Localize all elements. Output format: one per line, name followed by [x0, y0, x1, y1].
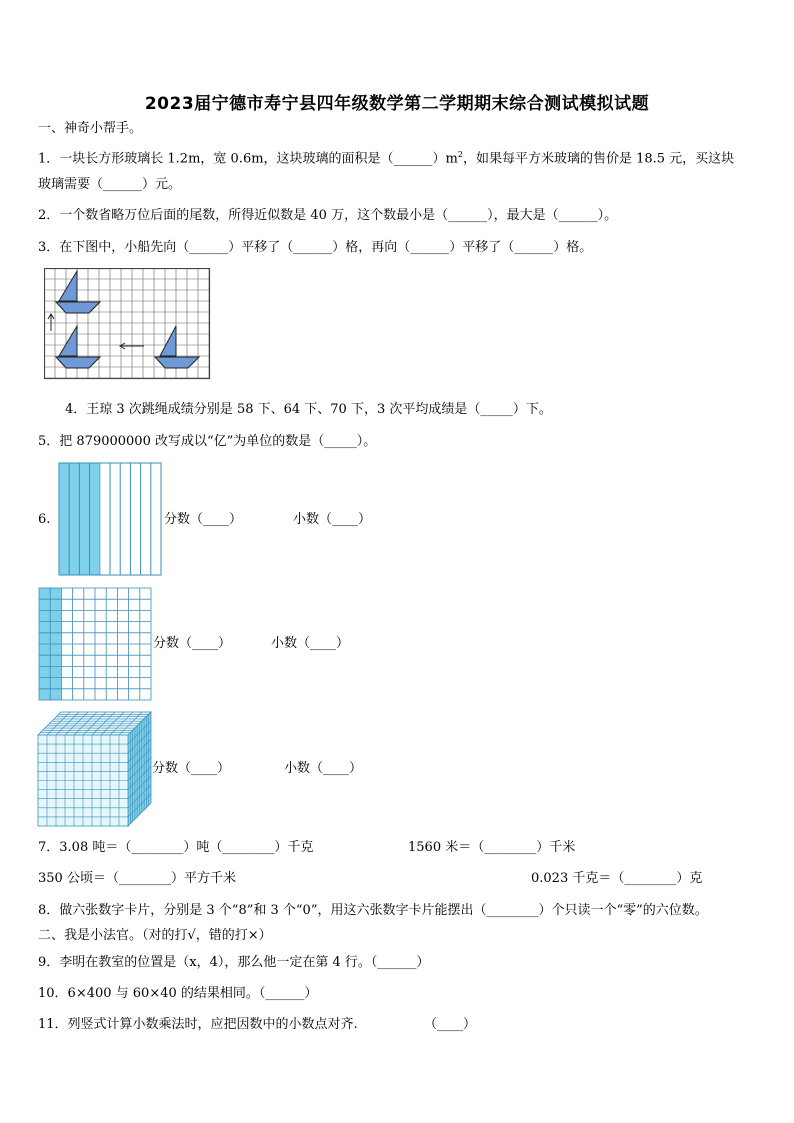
q6-row3-fraction: 分数（____） [152, 761, 231, 776]
question-7-c: 350 公顷＝（________）平方千米 [38, 871, 236, 886]
question-1-text-b: ，如果每平方米玻璃的售价是 18.5 元，买这块 [462, 151, 735, 167]
boat-top-left [59, 271, 77, 301]
question-4: 4．王琼 3 次跳绳成绩分别是 58 下、64 下、70 下，3 次平均成绩是（_____）下。 [65, 402, 552, 417]
question-1-line-1 [38, 147, 734, 167]
up-arrow-icon [48, 314, 54, 331]
q6-row3-decimal: 小数（____） [284, 761, 363, 776]
question-7-a: 7．3.08 吨＝（________）吨（________）千克 [38, 840, 314, 855]
boat-right [160, 326, 176, 356]
boat-bottom-left [59, 326, 77, 356]
page-title: 2023届宁德市寿宁县四年级数学第二学期期末综合测试模拟试题 [144, 94, 650, 114]
question-11-blank: （____） [424, 1017, 477, 1032]
thousandths-cube-figure [37, 711, 153, 829]
question-8: 8．做六张数字卡片，分别是 3 个“8”和 3 个“0”，用这六张数字卡片能摆出（________）个只读一个“零”的六位数。 [38, 903, 708, 918]
question-6-number: 6. [38, 512, 51, 527]
section-heading-1: 一、神奇小帮手。 [38, 121, 143, 136]
question-1-line-2: 玻璃需要（______）元。 [38, 177, 182, 192]
question-9: 9．李明在教室的位置是（x，4），那么他一定在第 4 行。（______） [38, 955, 430, 970]
q6-row1-decimal: 小数（____） [293, 512, 372, 527]
q6-row2-decimal: 小数（____） [271, 636, 350, 651]
question-3: 3．在下图中，小船先向（______）平移了（______）格，再向（______）平移了（______）格。 [38, 240, 593, 255]
tenths-figure [58, 462, 164, 576]
question-1-text-a: 1．一块长方形玻璃长 1.2m，宽 0.6m，这块玻璃的面积是（______）m [38, 151, 458, 167]
boat-grid-figure [44, 268, 212, 382]
question-7-d: 0.023 千克＝（________）克 [531, 871, 703, 886]
question-2: 2．一个数省略万位后面的尾数，所得近似数是 40 万，这个数最小是（______），最大是（______）。 [38, 208, 618, 223]
question-5: 5．把 879000000 改写成以“亿”为单位的数是（_____）。 [38, 434, 377, 449]
q6-row1-fraction: 分数（____） [164, 512, 243, 527]
question-1-superscript: 2 [457, 150, 463, 159]
question-7-b: 1560 米＝（________）千米 [408, 840, 576, 855]
q6-row2-fraction: 分数（____） [153, 636, 232, 651]
question-10: 10．6×400 与 60×40 的结果相同。（______） [38, 986, 318, 1001]
section-heading-2: 二、我是小法官。（对的打√，错的打×） [38, 928, 272, 943]
hundredths-figure [38, 587, 152, 701]
question-11: 11．列竖式计算小数乘法时，应把因数中的小数点对齐. [38, 1017, 358, 1032]
